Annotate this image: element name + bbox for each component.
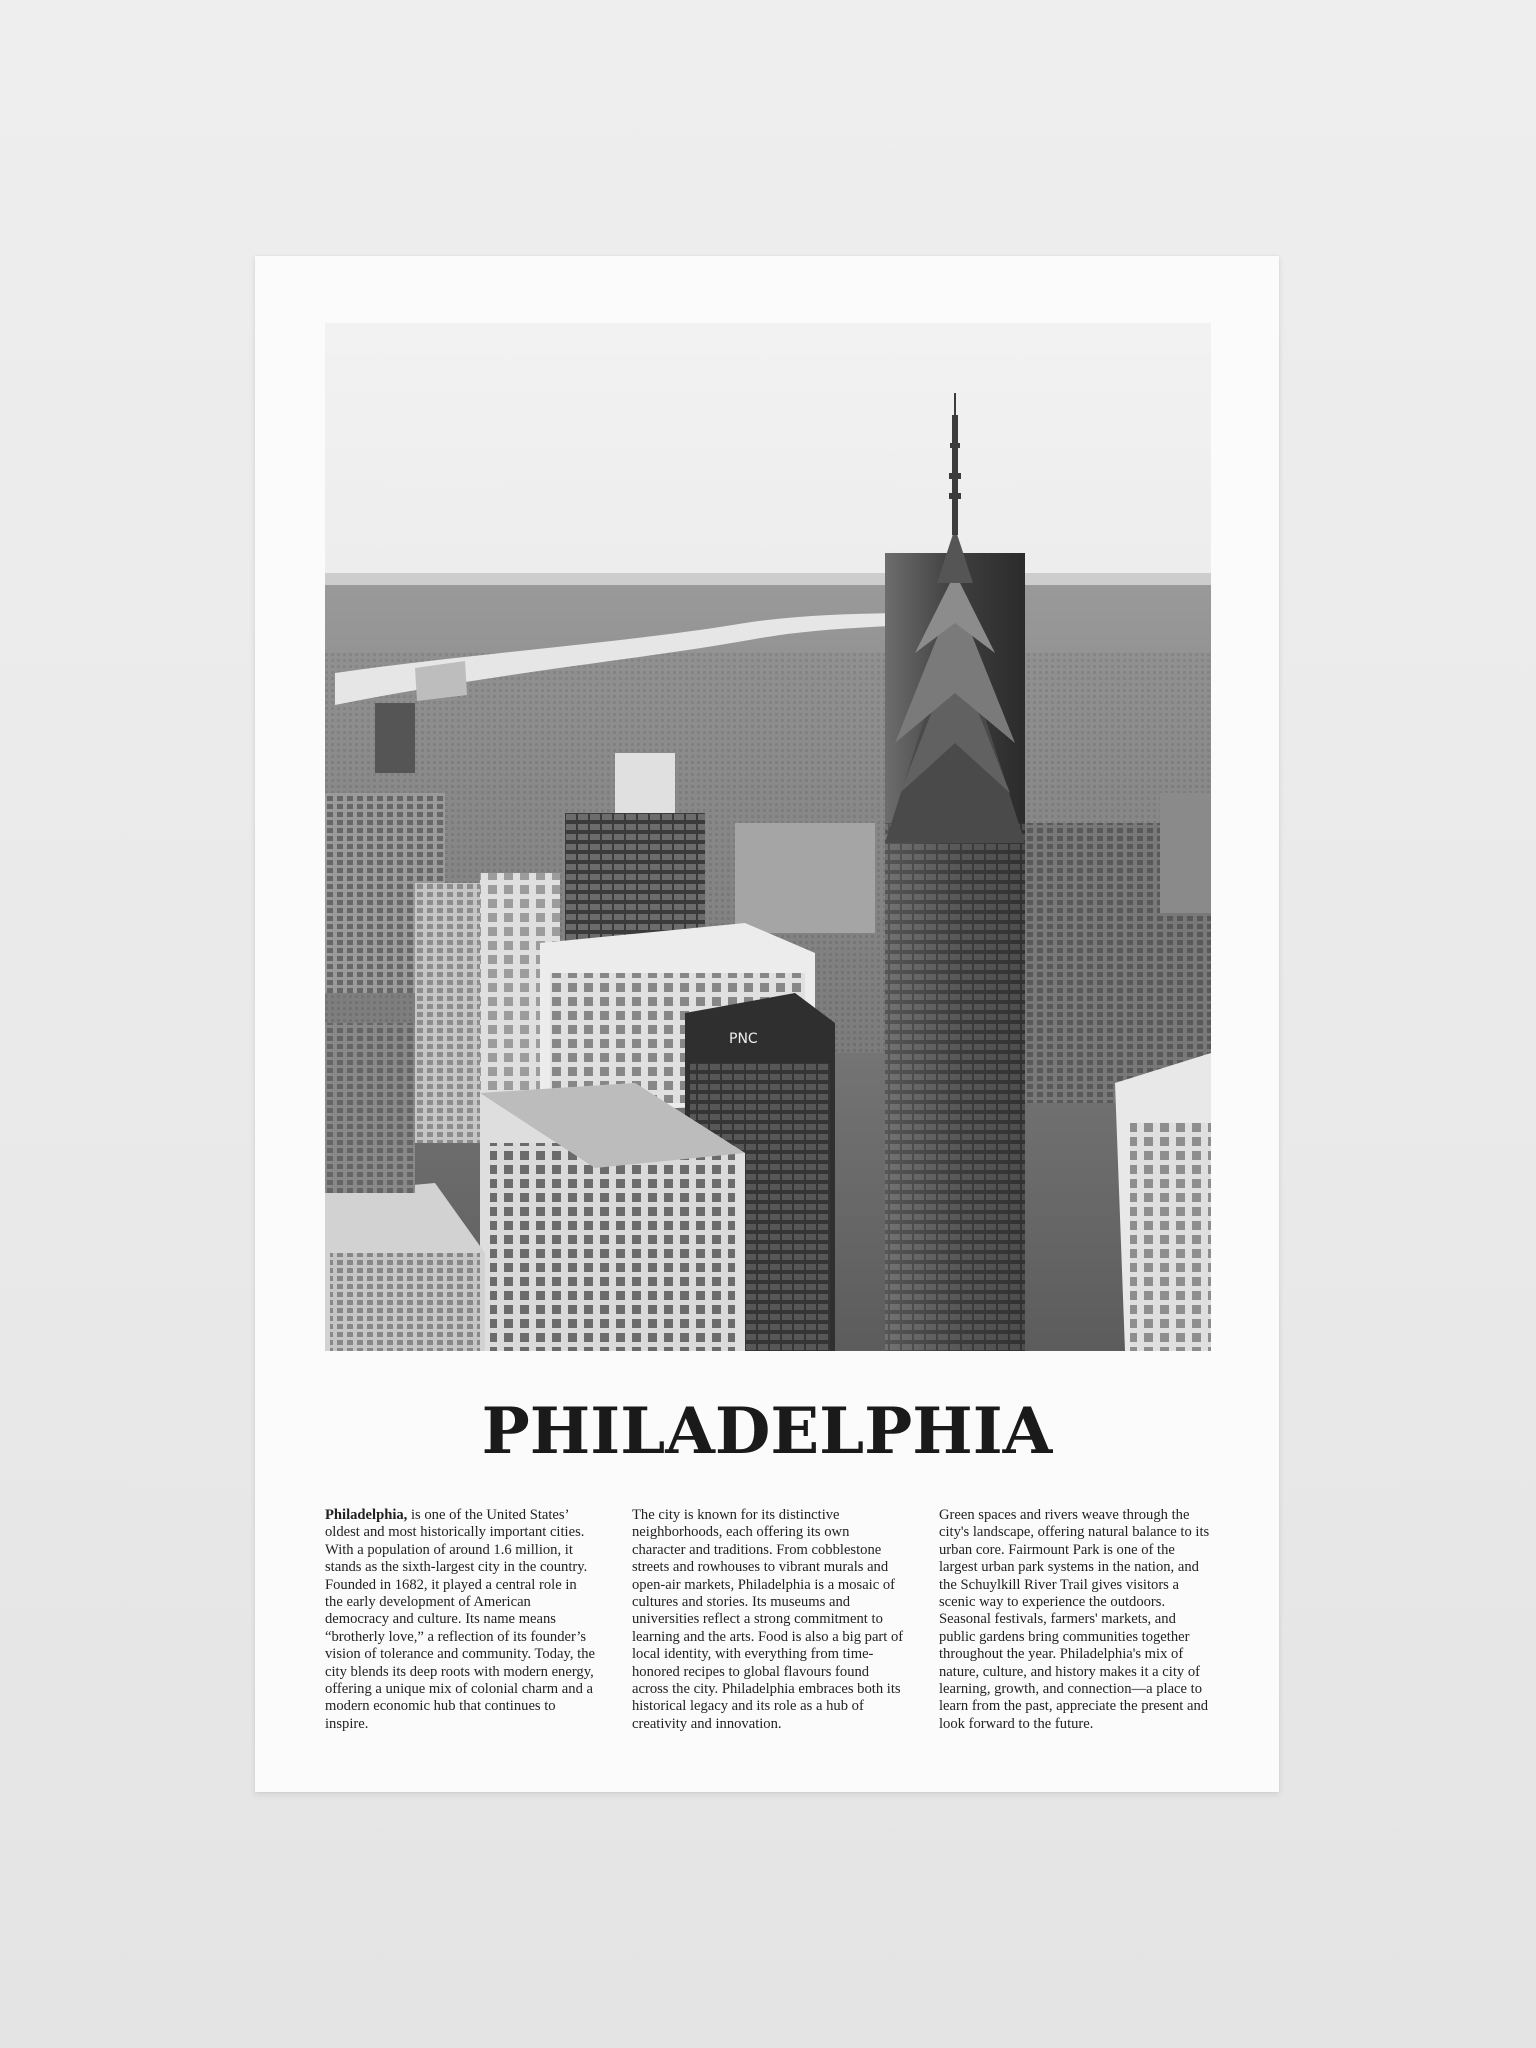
pnc-sign: PNC xyxy=(729,1031,758,1047)
text-column-1 xyxy=(325,1507,597,1733)
poster-title: PHILADELPHIA xyxy=(481,1394,1053,1469)
skyline-photo xyxy=(325,323,1211,1351)
column-2-text: The city is known for its distinctive neighborhoods, each offering its own character and traditions. From cobblestone streets and rowhouses to vibrant murals and open-air markets, Philadelphia is a mosaic of cultures and stories. Its museums and universities reflect a strong commitment to learning and the arts. Food is also a big part of local identity, with everything from time-honored recipes to global flavours found across the city. Philadelphia embraces both its historical legacy and its role as a hub of creativity and innovation. xyxy=(632,1507,904,1732)
column-1-lead: Philadelphia, xyxy=(325,1507,408,1523)
text-column-2 xyxy=(632,1507,904,1733)
column-1-text: is one of the United States’ oldest and most historically important cities. With a population of around 1.6 million, it stands as the sixth-largest city in the country. Founded in 1682, it played a central role in the early development of American democracy and culture. Its name means “brotherly love,” a reflection of its founder’s vision of tolerance and community. Today, the city blends its deep roots with modern energy, offering a unique mix of colonial charm and a modern economic hub that continues to inspire. xyxy=(325,1507,595,1732)
text-column-3 xyxy=(939,1507,1211,1733)
text-columns xyxy=(325,1507,1211,1733)
column-3-text: Green spaces and rivers weave through the city's landscape, offering natural balance to its urban core. Fairmount Park is one of the largest urban park systems in the nation, and the Schuylkill River Trail gives visitors a scenic way to experience the outdoors. Seasonal festivals, farmers' markets, and public gardens bring communities together throughout the year. Philadelphia's mix of nature, culture, and history makes it a city of learning, growth, and connection—a place to learn from the past, appreciate the present and look forward to the future. xyxy=(939,1507,1210,1732)
poster-print xyxy=(255,256,1279,1792)
